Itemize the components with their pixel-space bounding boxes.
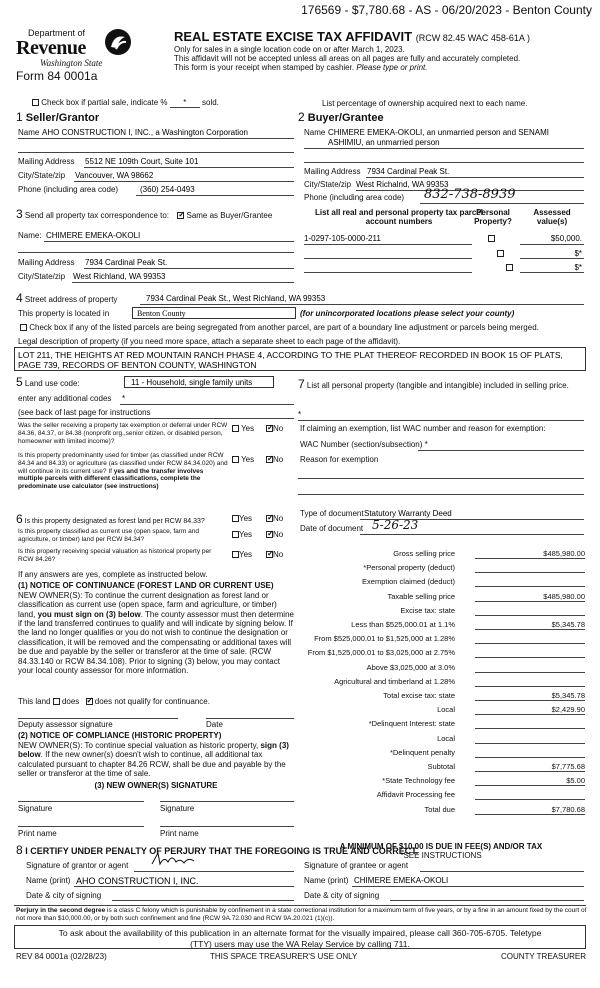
q2-yes: Yes [232, 455, 254, 464]
additional-codes[interactable]: * [122, 394, 126, 403]
reason-label: Reason for exemption [300, 455, 379, 464]
logo-state: Washington State [40, 58, 103, 69]
q2-no: ✓ No [266, 455, 283, 464]
tax-row-label: Gross selling price [393, 549, 455, 558]
tax-row-amount[interactable] [475, 720, 585, 729]
rev-number: REV 84 0001a (02/28/23) [16, 952, 107, 961]
ownership-note: List percentage of ownership acquired next to each name. [322, 99, 528, 108]
tax-row-label: Local [437, 705, 455, 715]
f3-yes-checkbox[interactable] [232, 551, 239, 558]
tax-row-label: Subtotal [427, 762, 455, 771]
f2-no: ✓ No [266, 530, 283, 539]
tax-row-amount[interactable]: $2,429.90 [475, 706, 585, 715]
tax-row-amount[interactable]: $485,980.00 [475, 550, 585, 559]
tax-row-amount[interactable] [475, 578, 585, 587]
buyer-name-label: Name [304, 128, 326, 137]
perjury-note: Perjury in the second degree is a class C felony which is punishable by confinement in a state correctional institution for a maximum term of five years, or by a fine in an amount fixed by the court of not more than $10,000.00, or by both such confinement and fine (RCW 9A.72.030 and RCW 9A.20.021 (1)(c)). [16, 907, 587, 922]
seller-phone[interactable]: (360) 254-0493 [140, 185, 195, 194]
grantor-name-label: Name (print) [26, 876, 71, 885]
corr-mailing[interactable]: 7934 Cardinal Peak St. [85, 258, 168, 267]
q1-no: ✓ No [266, 424, 283, 433]
parcel-number-1[interactable]: 1-0297-105-0000-211 [304, 234, 381, 243]
tax-row-label: Affidavit Processing fee [376, 790, 455, 800]
tax-row-label: *State Technology fee [382, 776, 455, 786]
tax-row-label: Total excise tax: state [383, 691, 455, 700]
legal-description[interactable]: LOT 211, THE HEIGHTS AT RED MOUNTAIN RANCH PHASE 4, ACCORDING TO THE PLAT THEREOF RECORDED IN BOOK 15 OF PLATS, PAGE 739, RECORDS OF BENTON COUNTY, WASHINGTON [14, 347, 586, 371]
tax-row-label: *Delinquent Interest: state [368, 719, 455, 729]
seller-city-label: City/State/zip [18, 171, 66, 180]
grantor-signature-icon [150, 850, 200, 870]
seller-name-label: Name [18, 128, 40, 137]
new-owner-signature-title: (3) NEW OWNER(S) SIGNATURE [94, 781, 218, 790]
street-address[interactable]: 7934 Cardinal Peak St., West Richland, WA 99353 [146, 294, 326, 303]
notice-compliance-title: (2) NOTICE OF COMPLIANCE (HISTORIC PROPERTY) [18, 731, 222, 740]
segregated-checkbox[interactable] [20, 324, 27, 331]
tax-row-amount[interactable] [475, 649, 585, 658]
dor-seal-icon [104, 28, 132, 56]
alt-format-box: To ask about the availability of this publication in an alternate format for the visually impaired, please call 360-705-6705. Teletype (TTY) users may use the WA Relay Service by calling 711. [14, 925, 586, 949]
owner-signature-1: Signature [18, 804, 53, 813]
f3-no: ✓ No [266, 550, 283, 559]
f2-yes: Yes [232, 530, 252, 539]
doc-type[interactable]: Statutory Warranty Deed [364, 509, 452, 518]
land-does-checkbox[interactable] [53, 698, 60, 705]
county-treasurer: COUNTY TREASURER [500, 952, 586, 961]
grantor-sig-label: Signature of grantor or agent [26, 861, 129, 870]
tax-row-label: Less than $525,000.01 at 1.1% [351, 620, 455, 629]
parcel-value-1[interactable]: $50,000. [550, 234, 582, 243]
corr-name-label: Name: [18, 231, 42, 240]
corr-city[interactable]: West Richland, WA 99353 [73, 272, 166, 281]
parcel-1-personal-checkbox[interactable] [488, 235, 495, 242]
grantee-name-label: Name (print) [304, 876, 349, 885]
seller-heading: 1 Seller/Grantor [16, 110, 100, 124]
f1-yes: Yes [232, 514, 252, 523]
corr-name[interactable]: CHIMERE EMEKA-OKOLI [46, 231, 141, 240]
tax-row-amount[interactable] [475, 735, 585, 744]
owner-print-1: Print name [18, 829, 57, 838]
buyer-phone-label: Phone (including area code) [304, 193, 405, 202]
buyer-name-2[interactable]: ASHIMIU, an unmarried person [328, 138, 440, 147]
parcel-value-2[interactable]: $* [574, 249, 582, 258]
parcel-col-assessed: Assessed value(s) [533, 208, 571, 227]
doc-date-label: Date of document [300, 524, 364, 533]
located-label: This property is located in [18, 309, 110, 318]
tax-row-amount[interactable] [475, 749, 585, 758]
f3-no-checkbox[interactable] [266, 551, 273, 558]
tax-row-label: Total due [424, 804, 455, 814]
buyer-city[interactable]: West Richalnd, WA 99353 [356, 180, 449, 189]
parcel-3-personal-checkbox[interactable] [506, 264, 513, 271]
land-qualify-row: This land does ✓ does not qualify for continuance. [18, 697, 210, 706]
notice-compliance-body: NEW OWNER(S): To continue special valuation as historic property, sign (3) below. If the new owner(s) doesn't wish to continue, all additional tax calculated pursuant to chapter 84.26 RCW, shall be due and payable by the seller or transferor at the time of sale. [18, 741, 289, 779]
f2-yes-checkbox[interactable] [232, 531, 239, 538]
tax-row-label: Above $3,025,000 at 3.0% [366, 662, 455, 672]
personal-property-value[interactable]: * [298, 410, 302, 419]
receipt-stamp: 176569 - $7,780.68 - AS - 06/20/2023 - Benton County [301, 3, 592, 17]
tax-row-label: *Delinquent penalty [389, 747, 455, 757]
tax-row-label: Exemption claimed (deduct) [362, 577, 455, 587]
county-select[interactable]: Benton County [132, 307, 296, 319]
partial-sale-checkbox[interactable] [32, 99, 39, 106]
q2-yes-checkbox[interactable] [232, 456, 239, 463]
notice-continuance-body: NEW OWNER(S): To continue the current designation as forest land or classification as current use (open space, farm and agriculture, or timber) land, you must sign on (3) below. The county assessor must then determine if the land transferred continues to qualify and will indicate by signing below. If the land no longer qualifies or you do not wish to continue the designation or classification, it will be removed and the compensating or additional taxes will be due and payable by the seller or transferor at the time of sale. (RCW 84.33.140 or RCW 84.34.108). Prior to signing (3) below, you may contact your local county assessor for more information. [18, 591, 294, 675]
f2-no-checkbox[interactable] [266, 531, 273, 538]
q1-yes: Yes [232, 424, 254, 433]
parcel-col-personal: Personal Property? [474, 208, 512, 227]
tax-row-amount[interactable] [475, 564, 585, 573]
tax-row-label: Excise tax: state [400, 605, 455, 615]
f1-no: ✓ No [266, 514, 283, 523]
tax-row-amount[interactable]: $485,980.00 [475, 593, 585, 602]
tax-row-label: Agricultural and timberland at 1.28% [334, 676, 455, 686]
current-use-question: Is this property classified as current use (open space, farm and agriculture, or timber) land per RCW 84.34? [18, 528, 200, 543]
tax-row-amount[interactable]: $5.00 [475, 777, 585, 786]
doc-type-label: Type of document [300, 509, 364, 518]
corr-mailing-label: Mailing Address [18, 258, 75, 267]
forest-question: 6 Is this property designated as forest land per RCW 84.33? [16, 512, 205, 526]
logo-dept: Department of [28, 28, 86, 38]
logo-revenue: Revenue [16, 37, 86, 60]
deputy-signature-label: Deputy assessor signature [18, 720, 113, 729]
form-notes: Only for sales in a single location code on or after March 1, 2023. This affidavit will not be accepted unless all areas on all pages are fully and accurately completed. This form is your receipt when stamped by cashier. Please type or print. [174, 45, 521, 73]
partial-sale-percent[interactable]: * [170, 98, 200, 108]
parcel-value-3[interactable]: $* [574, 263, 582, 272]
treasurer-space: THIS SPACE TREASURER'S USE ONLY [210, 952, 358, 961]
corr-city-label: City/State/zip [18, 272, 66, 281]
exemption-question: Was the seller receiving a property tax exemption or deferral under RCW 84.36, 84.37, or 84.38 (nonprofit org.,senior citizen, or disabled person, homeowner with limited income)? [18, 422, 228, 445]
land-use-select[interactable]: 11 - Household, single family units [124, 376, 274, 388]
grantor-date-city-label: Date & city of signing [26, 891, 102, 900]
land-use-label: 5 Land use code: [16, 375, 80, 389]
unincorporated-note: (for unincorporated locations please select your county) [300, 309, 515, 318]
segregated-row: Check box if any of the listed parcels are being segregated from another parcel, are part of a boundary line adjustment or parcels being merged. [20, 323, 539, 332]
form-title: REAL ESTATE EXCISE TAX AFFIDAVIT (RCW 82.45 WAC 458-61A ) [174, 29, 530, 44]
certify-heading: 8 I CERTIFY UNDER PENALTY OF PERJURY THAT THE FOREGOING IS TRUE AND CORRECT. [16, 843, 419, 857]
personal-property-label: 7 List all personal property (tangible and intangible) included in selling price. [298, 377, 569, 391]
grantor-name[interactable]: AHO CONSTRUCTION I, INC. [76, 876, 199, 886]
buyer-phone[interactable]: 832-738-8939 [424, 187, 516, 202]
partial-sale-row: Check box if partial sale, indicate % * sold. [32, 98, 219, 108]
tax-row-amount[interactable] [475, 607, 585, 616]
legal-label: Legal description of property (if you need more space, attach a separate sheet to each page of the affidavit). [18, 337, 401, 346]
wac-label: WAC Number (section/subsection) * [300, 440, 428, 449]
q1-yes-checkbox[interactable] [232, 425, 239, 432]
f1-no-checkbox[interactable] [266, 515, 273, 522]
tax-row-label: Local [437, 733, 455, 743]
additional-codes-label: enter any additional codes [18, 394, 112, 403]
q2-no-checkbox[interactable] [266, 456, 273, 463]
tax-row-amount[interactable]: $5,345.78 [475, 692, 585, 701]
seller-name[interactable]: AHO CONSTRUCTION I, INC., a Washington Corporation [42, 128, 248, 137]
seller-mailing[interactable]: 5512 NE 109th Court, Suite 101 [85, 157, 199, 166]
owner-signature-2: Signature [160, 804, 195, 813]
tax-row-label: *Personal property (deduct) [363, 563, 455, 573]
historic-question: Is this property receiving special valuation as historical property per RCW 84.26? [18, 548, 212, 563]
seller-phone-label: Phone (including area code) [18, 185, 119, 194]
deputy-date-label: Date [206, 720, 223, 729]
tax-row-label: From $1,525,000.01 to $3,025,000 at 2.75% [307, 648, 455, 658]
q1-no-checkbox[interactable] [266, 425, 273, 432]
notice-continuance-title: (1) NOTICE OF CONTINUANCE (FOREST LAND OR CURRENT USE) [18, 581, 274, 590]
tax-row-amount[interactable]: $7,775.68 [475, 763, 585, 772]
grantee-sig-label: Signature of grantee or agent [304, 861, 409, 870]
wac-value[interactable]: * [424, 440, 428, 449]
correspondence-heading: 3 Send all property tax correspondence to: ✓ Same as Buyer/Grantee [16, 208, 272, 222]
tax-row-amount[interactable] [475, 664, 585, 673]
grantee-date-city-label: Date & city of signing [304, 891, 380, 900]
exemption-claim-label: If claiming an exemption, list WAC number and reason for exemption: [300, 424, 546, 433]
grantee-name[interactable]: CHIMERE EMEKA-OKOLI [354, 876, 449, 885]
tax-row-amount[interactable] [475, 678, 585, 687]
seller-mailing-label: Mailing Address [18, 157, 75, 166]
f3-yes: Yes [232, 550, 252, 559]
tax-row-label: From $525,000.01 to $1,525,000 at 1.28% [314, 634, 455, 644]
land-does-not-checkbox[interactable] [86, 698, 93, 705]
parcel-2-personal-checkbox[interactable] [497, 250, 504, 257]
timber-question: Is this property predominantly used for timber (as classified under RCW 84.34 and 84.33) or agriculture (as classified under RCW 84.34.020) and will continue in its current use? If yes and the transfer involves multiple parcels with different classifications, complete the predominate use calculator (see instructions) [18, 452, 228, 491]
buyer-heading: 2 Buyer/Grantee [298, 110, 384, 124]
tax-row-amount[interactable]: $5,345.78 [475, 621, 585, 630]
see-back: (see back of last page for instructions [18, 408, 151, 417]
street-label: 4 Street address of property [16, 291, 118, 305]
f1-yes-checkbox[interactable] [232, 515, 239, 522]
see-instructions: *SEE INSTRUCTIONS [400, 851, 482, 860]
tax-row-amount[interactable] [475, 635, 585, 644]
seller-city[interactable]: Vancouver, WA 98662 [75, 171, 154, 180]
buyer-city-label: City/State/zip [304, 180, 352, 189]
buyer-name-1[interactable]: CHIMERE EMEKA-OKOLI, an unmarried person and SENAMI [328, 128, 549, 137]
if-yes-note: If any answers are yes, complete as instructed below. [18, 570, 208, 579]
same-as-buyer-checkbox[interactable] [177, 212, 184, 219]
tax-row-label: Taxable selling price [387, 591, 455, 601]
tax-row-amount[interactable]: $7,780.68 [475, 806, 585, 815]
doc-date[interactable]: 5-26-23 [372, 518, 419, 532]
buyer-mailing-label: Mailing Address [304, 167, 361, 176]
parcel-col-number: List all real and personal property tax parcel account numbers [314, 208, 484, 227]
form-number: Form 84 0001a [16, 68, 98, 83]
minimum-note: A MINIMUM OF $10.00 IS DUE IN FEE(S) AND/OR TAX [339, 842, 543, 851]
buyer-mailing[interactable]: 7934 Cardinal Peak St. [367, 167, 450, 176]
owner-print-2: Print name [160, 829, 199, 838]
tax-row-amount[interactable] [475, 791, 585, 800]
